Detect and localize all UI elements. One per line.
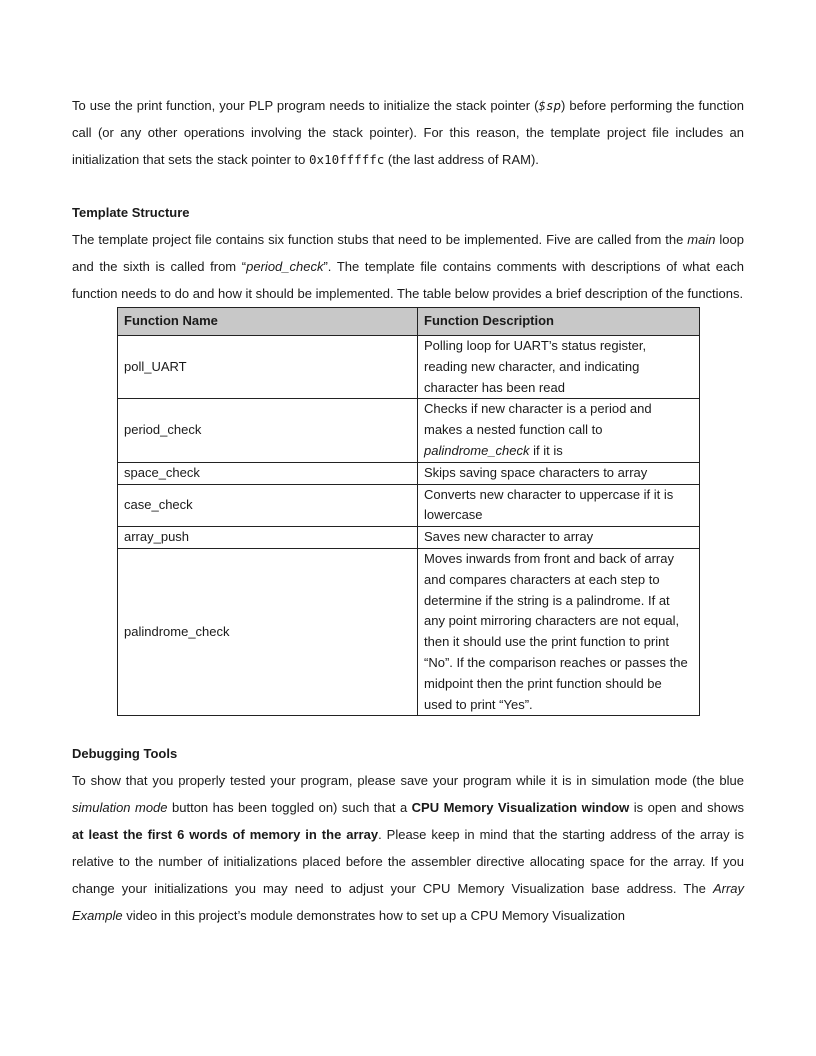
cell-name: poll_UART (118, 336, 418, 399)
header-function-description: Function Description (418, 308, 700, 336)
stack-pointer-code: $sp (538, 98, 561, 113)
cell-desc: Converts new character to uppercase if it is lowercase (418, 484, 700, 527)
table-header-row (118, 308, 700, 336)
table-row (118, 548, 700, 715)
template-structure-heading: Template Structure (72, 205, 190, 220)
cell-desc: Polling loop for UART’s status register, reading new character, and indicating character has been read (418, 336, 700, 399)
dbg-text-4: . Please keep in mind that the starting address of the array is relative to the number of initializations placed before the assembler directive allocating space for the array. If you change your initializations you may need to adjust your CPU Memory Visualization base address. The (72, 827, 744, 897)
cell-desc: Saves new character to array (418, 527, 700, 549)
ts-text-3: ”. The template file contains comments with descriptions of what each function needs to do and how it should be implemented. The table below provides a brief description of the functions. (72, 259, 744, 301)
cell-desc (418, 399, 700, 462)
table-row (118, 527, 700, 549)
ts-text-2: loop and the sixth is called from “ (72, 232, 744, 274)
cell-name: case_check (118, 484, 418, 527)
intro-paragraph (72, 92, 744, 173)
intro-text-2: ) before performing the function call (or any other operations involving the stack pointer). For this reason, the template project file includes an initialization that sets the stack pointer to (72, 98, 744, 167)
ts-text-1: The template project file contains six function stubs that need to be implemented. Five are called from the (72, 232, 688, 247)
debugging-tools-heading: Debugging Tools (72, 746, 178, 762)
intro-text-3: (the last address of RAM). (384, 152, 539, 167)
header-function-name: Function Name (118, 308, 418, 336)
dbg-text-1: To show that you properly tested your program, please save your program while it is in simulation mode (the blue (72, 773, 744, 789)
dbg-cpu-window-bold: CPU Memory Visualization window (411, 800, 630, 816)
ts-main-italic: main (687, 232, 716, 247)
dbg-text-5: video in this project’s module demonstrates how to set up a CPU Memory Visualization (122, 908, 626, 924)
intro-text-1: To use the print function, your PLP program needs to initialize the stack pointer ( (72, 98, 539, 113)
cell-name: array_push (118, 527, 418, 549)
dbg-array-example-italic: Array Example (72, 881, 744, 924)
document-page (72, 92, 744, 929)
cell-desc: Moves inwards from front and back of array and compares characters at each step to determine if the string is a palindrome. If at any point mirroring characters are not equal, then it should use the print function to print “No”. If the comparison reaches or passes the midpoint then the print function should be used to print “Yes”. (418, 548, 700, 715)
ts-period-check-italic: period_check (246, 259, 324, 274)
template-structure-paragraph (72, 226, 744, 307)
function-table (117, 307, 700, 716)
cell-desc-italic: palindrome_check (424, 442, 530, 458)
dbg-text-2: button has been toggled on) such that a (167, 800, 412, 816)
address-code: 0x10fffffc (309, 152, 385, 167)
table-row (118, 399, 700, 462)
dbg-simulation-mode-italic: simulation mode (72, 800, 168, 816)
cell-name: palindrome_check (118, 548, 418, 715)
dbg-six-words-bold: at least the first 6 words of memory in the array (72, 827, 379, 843)
dbg-text-3: is open and shows (629, 800, 745, 816)
cell-name: space_check (118, 462, 418, 484)
cell-name: period_check (118, 399, 418, 462)
cell-desc: Skips saving space characters to array (418, 462, 700, 484)
table-row (118, 462, 700, 484)
cell-desc-text: if it is (529, 442, 563, 458)
debugging-paragraph (72, 767, 744, 929)
cell-desc-text: Checks if new character is a period and makes a nested function call to (424, 401, 652, 438)
table-row (118, 336, 700, 399)
table-row (118, 484, 700, 527)
